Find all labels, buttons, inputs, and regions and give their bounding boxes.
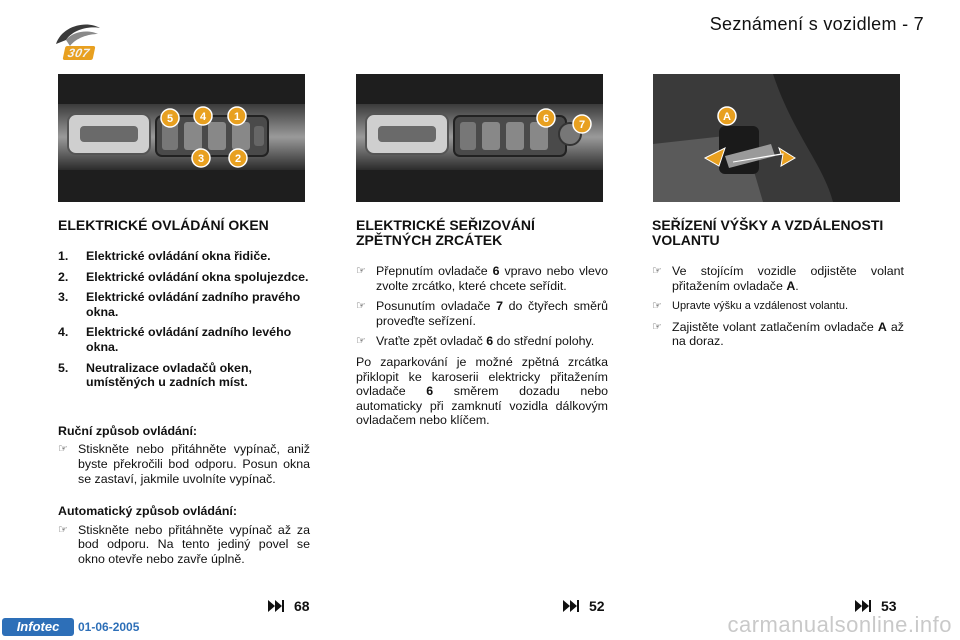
section-title: SEŘÍZENÍ VÝŠKY A VZDÁLENOSTI VOLANTU <box>652 217 884 248</box>
page-reference-52[interactable]: 52 <box>563 598 605 614</box>
page-title: Seznámení s vozidlem - 7 <box>709 14 924 34</box>
mirror-adjustment-section <box>356 218 608 428</box>
list-item: ☞ Stiskněte nebo přitáhněte vypínač, aniž byste překročili bod odporu. Posun okna se zastaví, jakmile uvolníte vypínač. <box>58 442 310 486</box>
list-item: 1. Elektrické ovládání okna řidiče. <box>58 249 271 263</box>
list-item: ☞ Stiskněte nebo přitáhněte vypínač až za bod odporu. Na tento jediný povel se okno otevře nebo zavře úplně. <box>58 522 310 566</box>
fast-forward-icon <box>268 600 284 612</box>
callout-1: 1 <box>233 111 241 123</box>
bullet-icon: ☞ <box>356 335 366 348</box>
fast-forward-icon <box>855 600 871 612</box>
callout-7: 7 <box>578 119 586 131</box>
bullet-icon: ☞ <box>652 320 662 333</box>
page-reference-53[interactable]: 53 <box>855 598 897 614</box>
bullet-icon: ☞ <box>356 300 366 313</box>
list-item: 2. Elektrické ovládání okna spolujezdce. <box>58 269 309 284</box>
list-item: ☞ Upravte výšku a vzdálenost volantu. <box>652 300 849 313</box>
mirror-folding-paragraph: Po zaparkování je možné zpětná zrcátka přiklopit ke karoserii elektricky přitažením ovladače 6 směrem dozadu nebo automaticky při zamknutí vozidla dálkovým ovladačem nebo klíčem. <box>356 354 608 428</box>
list-item: ☞ Ve stojícím vozidle odjistěte volant přitažením ovladače A. <box>652 264 904 293</box>
list-item: 3. Elektrické ovládání zadního pravého okna. <box>58 290 301 319</box>
callout-a: A <box>723 111 731 123</box>
steering-adjustment-section <box>652 218 904 355</box>
bullet-icon: ☞ <box>652 300 662 313</box>
steering-lever-photo <box>653 74 900 202</box>
window-switches-photo <box>58 74 305 202</box>
bullet-icon: ☞ <box>356 265 366 277</box>
bullet-icon: ☞ <box>58 523 68 536</box>
watermark: carmanualsonline.info <box>727 612 952 637</box>
list-item: ☞ Posunutím ovladače 7 do čtyřech směrů proveďte seřízení. <box>356 299 608 328</box>
footer-date: 01-06-2005 <box>78 620 140 634</box>
callout-6: 6 <box>542 113 550 125</box>
callout-3: 3 <box>197 153 205 165</box>
section-title: ELEKTRICKÉ SEŘIZOVÁNÍ ZPĚTNÝCH ZRCÁTEK <box>356 217 535 248</box>
fast-forward-icon <box>563 600 579 612</box>
list-item: ☞ Zajistěte volant zatlačením ovladače A až na doraz. <box>652 319 904 349</box>
bullet-icon: ☞ <box>58 443 68 456</box>
auto-mode-heading: Automatický způsob ovládání: <box>58 504 237 519</box>
page-reference-68[interactable]: 68 <box>268 598 310 614</box>
list-item: 5. Neutralizace ovladačů oken, umístěných u zadních míst. <box>58 360 252 390</box>
window-controls-section <box>58 218 310 573</box>
manual-mode-heading: Ruční způsob ovládání: <box>58 423 198 438</box>
infotec-badge: Infotec <box>2 618 74 636</box>
list-item: 4. Elektrické ovládání zadního levého okna. <box>58 325 292 354</box>
section-title: ELEKTRICKÉ OVLÁDÁNÍ OKEN <box>58 217 269 233</box>
logo-model-label: 307 <box>63 46 96 60</box>
list-item: ☞ Přepnutím ovladače 6 vpravo nebo vlevo zvolte zrcátko, které chcete seřídit. <box>356 264 608 293</box>
mirror-controls-photo <box>356 74 603 202</box>
window-controls-list <box>58 249 310 390</box>
callout-5: 5 <box>166 113 174 125</box>
callout-4: 4 <box>199 111 207 123</box>
bullet-icon: ☞ <box>652 265 662 277</box>
list-item: ☞ Vraťte zpět ovladač 6 do střední polohy. <box>356 334 595 349</box>
callout-2: 2 <box>234 153 242 165</box>
